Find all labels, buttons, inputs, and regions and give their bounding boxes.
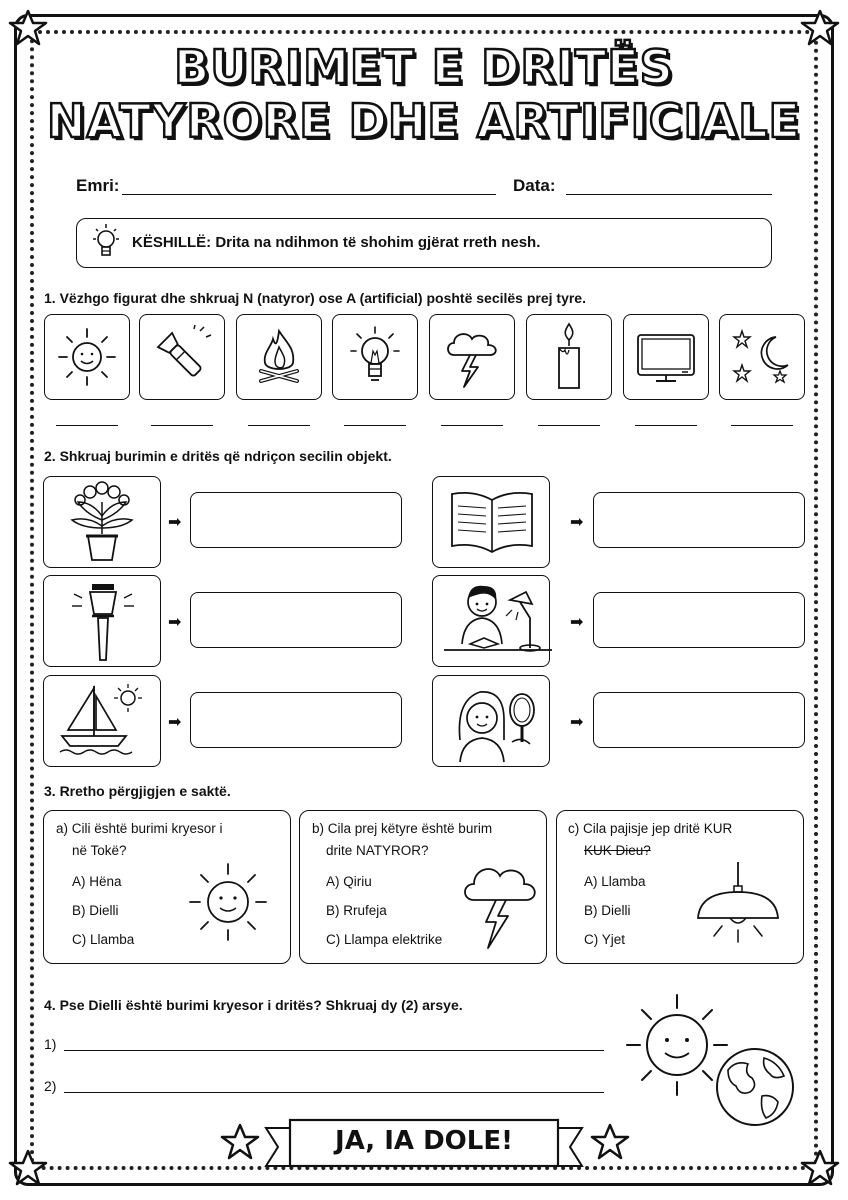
star-icon xyxy=(8,1148,48,1188)
answer-box[interactable] xyxy=(593,492,805,548)
answer-line[interactable] xyxy=(538,425,600,426)
star-icon xyxy=(220,1122,260,1162)
question-4: 4. Pse Dielli është burimi kryesor i dritës? Shkruaj dy (2) arsye. xyxy=(44,997,463,1013)
page-title-line1: BURIMET E DRITËS xyxy=(174,40,674,94)
candle-icon xyxy=(537,320,601,392)
ceiling-lamp-icon xyxy=(690,862,786,952)
date-field[interactable] xyxy=(566,194,772,195)
girl-mirror-icon xyxy=(446,680,546,764)
boy-reading-lamp-icon xyxy=(440,578,556,664)
arrow-right-icon: ➡ xyxy=(570,714,584,731)
option-b[interactable]: B) Rrufeja xyxy=(326,903,387,918)
question-3: 3. Rretho përgjigjen e saktë. xyxy=(44,783,231,799)
arrow-right-icon: ➡ xyxy=(570,614,584,631)
arrow-right-icon: ➡ xyxy=(570,514,584,531)
answer-box[interactable] xyxy=(190,492,402,548)
option-a[interactable]: A) Qiriu xyxy=(326,874,372,889)
sun-icon xyxy=(55,325,119,389)
answer-box[interactable] xyxy=(190,692,402,748)
book-icon xyxy=(446,484,538,560)
question-text: c) Cila pajisje jep dritë KUR xyxy=(568,821,733,836)
question-2: 2. Shkruaj burimin e dritës që ndriçon secilin objekt. xyxy=(44,448,392,464)
name-label: Emri: xyxy=(76,176,120,195)
option-c[interactable]: C) Llamba xyxy=(72,932,135,947)
sun-icon xyxy=(186,860,270,944)
arrow-right-icon: ➡ xyxy=(168,614,182,631)
lightning-cloud-icon xyxy=(458,858,542,954)
tip-text: KËSHILLË: Drita na ndihmon të shohim gjërat rreth nesh. xyxy=(132,234,541,251)
answer-box[interactable] xyxy=(593,692,805,748)
earth-globe-icon xyxy=(714,1046,796,1128)
star-icon xyxy=(800,1148,840,1188)
lightning-cloud-icon xyxy=(440,325,504,389)
option-c[interactable]: C) Llampa elektrike xyxy=(326,932,443,947)
lightbulb-icon xyxy=(88,222,124,264)
line-number: 1) xyxy=(44,1036,57,1052)
write-line-2[interactable] xyxy=(64,1092,604,1093)
line-number: 2) xyxy=(44,1078,57,1094)
garden-lamp-icon xyxy=(68,580,138,664)
answer-line[interactable] xyxy=(248,425,310,426)
lightbulb-icon xyxy=(343,325,407,389)
flashlight-icon xyxy=(150,325,214,389)
answer-box[interactable] xyxy=(190,592,402,648)
question-text: b) Cila prej këtyre është burim xyxy=(312,821,493,836)
question-text: në Tokë? xyxy=(72,843,127,858)
option-b[interactable]: B) Dielli xyxy=(584,903,631,918)
option-b[interactable]: B) Dielli xyxy=(72,903,119,918)
option-a[interactable]: A) Llamba xyxy=(584,874,646,889)
answer-line[interactable] xyxy=(731,425,793,426)
name-field[interactable] xyxy=(122,194,496,195)
answer-box[interactable] xyxy=(593,592,805,648)
answer-line[interactable] xyxy=(56,425,118,426)
television-icon xyxy=(634,325,698,389)
write-line-1[interactable] xyxy=(64,1050,604,1051)
answer-line[interactable] xyxy=(441,425,503,426)
moon-stars-icon xyxy=(730,325,794,389)
question-text: drite NATYROR? xyxy=(326,843,429,858)
question-1: 1. Vëzhgo figurat dhe shkruaj N (natyror) ose A (artificial) poshtë secilës prej tyre. xyxy=(44,290,586,306)
option-c[interactable]: C) Yjet xyxy=(584,932,626,947)
question-text: a) Cili është burimi kryesor i xyxy=(56,821,223,836)
answer-line[interactable] xyxy=(151,425,213,426)
arrow-right-icon: ➡ xyxy=(168,514,182,531)
date-label: Data: xyxy=(513,176,556,195)
answer-line[interactable] xyxy=(635,425,697,426)
footer-banner-text: JA, IA DOLE! xyxy=(335,1126,513,1156)
page-title-line2: NATYRORE DHE ARTIFICIALE xyxy=(47,94,801,148)
option-a[interactable]: A) Hëna xyxy=(72,874,122,889)
plant-icon xyxy=(62,480,142,564)
campfire-icon xyxy=(247,325,311,389)
sailboat-sun-icon xyxy=(54,680,152,764)
question-text: KUK Dieu? xyxy=(584,843,651,858)
star-icon xyxy=(590,1122,630,1162)
answer-line[interactable] xyxy=(344,425,406,426)
arrow-right-icon: ➡ xyxy=(168,714,182,731)
